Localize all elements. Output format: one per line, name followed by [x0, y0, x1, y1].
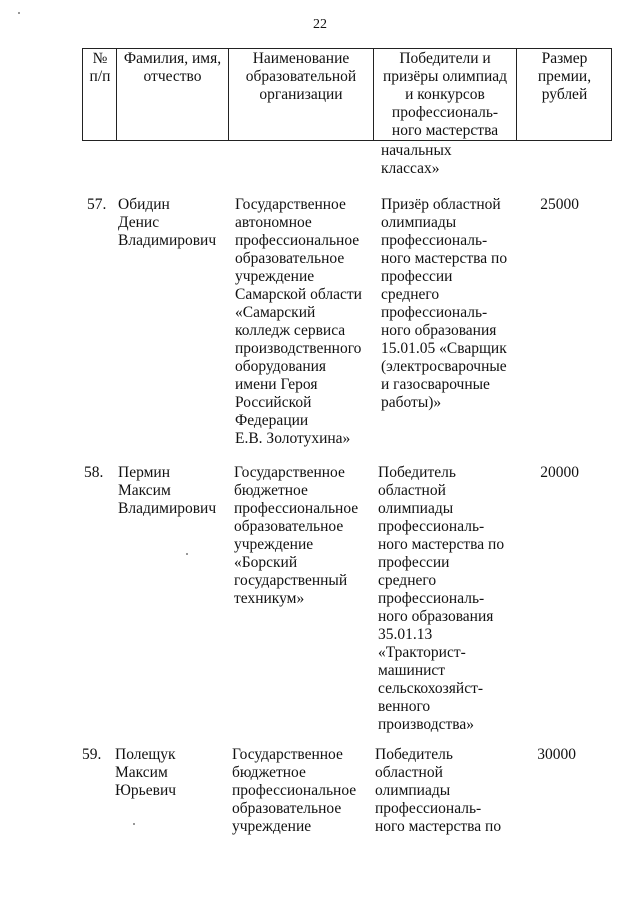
continued-achievement-text: начальных классах»	[381, 142, 452, 177]
header-prize: Размер премии, рублей	[537, 50, 592, 103]
scan-speck	[18, 12, 20, 14]
row-person-name: Пермин Максим Владимирович	[118, 464, 217, 517]
row-prize: 25000	[540, 196, 579, 213]
header-org: Наименование образовательной организации	[245, 50, 357, 103]
row-organization: Государственное бюджетное профессиональное образовательное учреждение	[232, 746, 357, 835]
row-number: 59.	[82, 746, 102, 763]
row-person-name: Полещук Максим Юрьевич	[115, 746, 177, 799]
row-person-name: Обидин Денис Владимирович	[118, 196, 217, 249]
table-header	[82, 48, 612, 141]
row-organization: Государственное автономное профессиональное образовательное учреждение Самарской области «Самарский колледж сервиса производственного оборудования имени Героя Российской Федерации Е.В. Золотухина»	[235, 196, 362, 447]
scan-speck	[186, 553, 188, 555]
row-organization: Государственное бюджетное профессиональное образовательное учреждение «Борский государственный техникум»	[234, 464, 359, 607]
header-name: Фамилия, имя, отчество	[123, 50, 222, 85]
scan-speck	[133, 823, 135, 825]
header-achievement: Победители и призёры олимпиад и конкурсов профессиональ- ного мастерства	[382, 50, 508, 139]
page-number: 22	[313, 17, 327, 32]
row-prize: 30000	[537, 746, 576, 763]
row-number: 58.	[84, 464, 104, 481]
row-achievement: Победитель областной олимпиады профессиональ- ного мастерства по	[375, 746, 502, 835]
header-num: № п/п	[89, 50, 111, 85]
row-number: 57.	[87, 196, 107, 213]
row-prize: 20000	[540, 464, 579, 481]
row-achievement: Победитель областной олимпиады профессиональ- ного мастерства по профессии среднего профессиональ- ного образования 35.01.13 «Тракторист- машинист сельскохозяйст- венного производства»	[378, 464, 505, 733]
row-achievement: Призёр областной олимпиады профессиональ- ного мастерства по профессии среднего профессиональ- ного образования 15.01.05 «Сварщик (электросварочные и газосварочные работы)»	[381, 196, 508, 411]
